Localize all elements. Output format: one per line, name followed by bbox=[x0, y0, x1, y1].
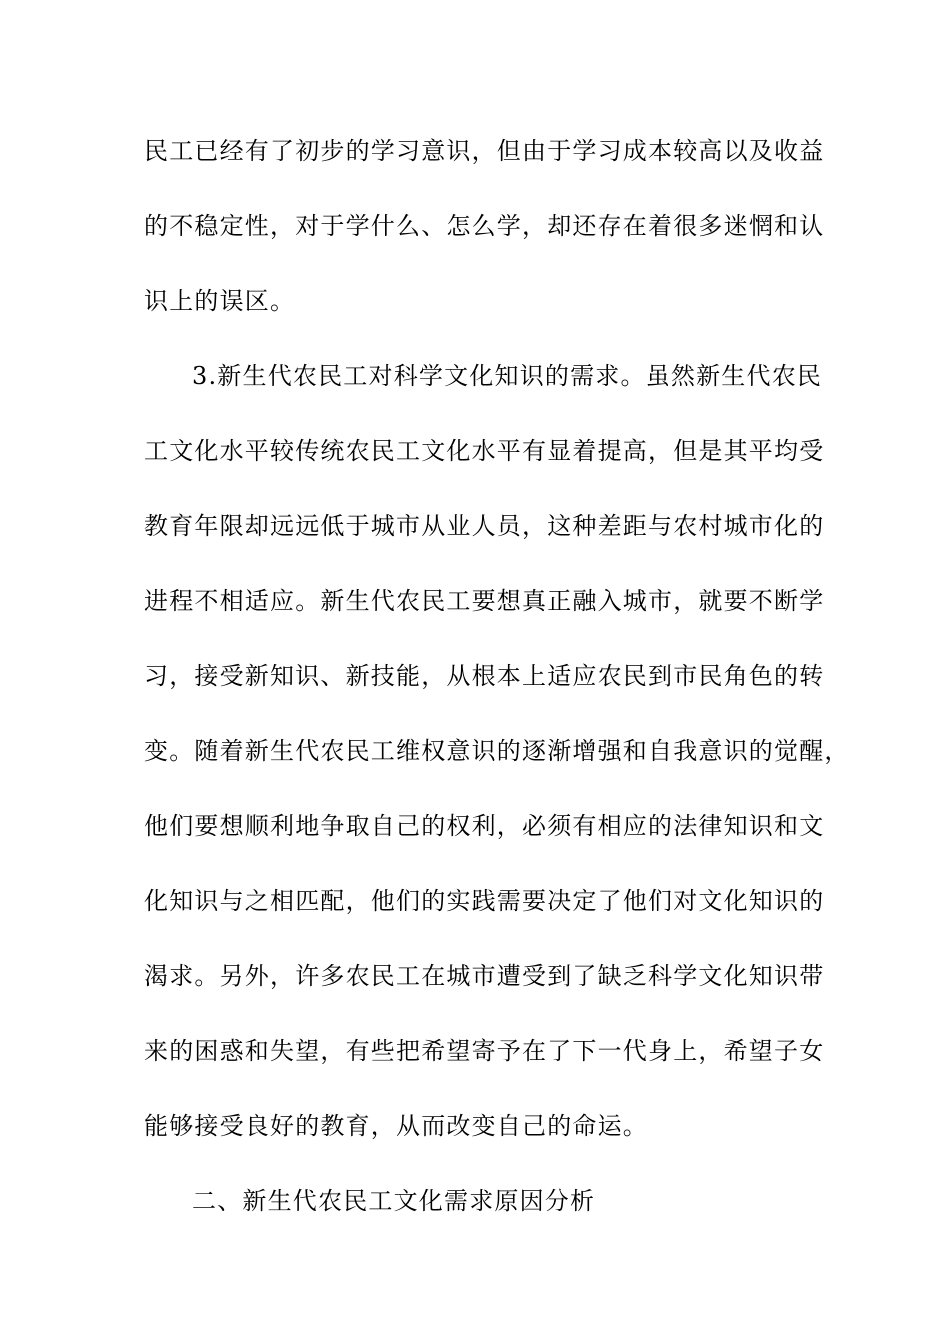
paragraph-line: 来的困惑和失望，有些把希望寄予在了下一代身上，希望子女 bbox=[144, 1037, 825, 1065]
paragraph-line: 民工已经有了初步的学习意识，但由于学习成本较高以及收益 bbox=[144, 137, 825, 165]
paragraph-line: 渴求。另外，许多农民工在城市遭受到了缺乏科学文化知识带 bbox=[144, 962, 825, 990]
paragraph-line: 教育年限却远远低于城市从业人员，这种差距与农村城市化的 bbox=[144, 512, 825, 540]
paragraph-line: 3.新生代农民工对科学文化知识的需求。虽然新生代农民 bbox=[192, 362, 823, 390]
section-heading: 二、新生代农民工文化需求原因分析 bbox=[192, 1187, 596, 1215]
paragraph-line: 的不稳定性，对于学什么、怎么学，却还存在着很多迷惘和认 bbox=[144, 212, 825, 240]
paragraph-line: 化知识与之相匹配，他们的实践需要决定了他们对文化知识的 bbox=[144, 887, 825, 915]
paragraph-line: 习，接受新知识、新技能，从根本上适应农民到市民角色的转 bbox=[144, 662, 825, 690]
paragraph-line: 进程不相适应。新生代农民工要想真正融入城市，就要不断学 bbox=[144, 587, 825, 615]
paragraph-line: 变。随着新生代农民工维权意识的逐渐增强和自我意识的觉醒， bbox=[144, 737, 850, 765]
paragraph-line: 识上的误区。 bbox=[144, 287, 296, 315]
paragraph-line: 工文化水平较传统农民工文化水平有显着提高，但是其平均受 bbox=[144, 437, 825, 465]
paragraph-line: 他们要想顺利地争取自己的权利，必须有相应的法律知识和文 bbox=[144, 812, 825, 840]
paragraph-line: 能够接受良好的教育，从而改变自己的命运。 bbox=[144, 1112, 648, 1140]
